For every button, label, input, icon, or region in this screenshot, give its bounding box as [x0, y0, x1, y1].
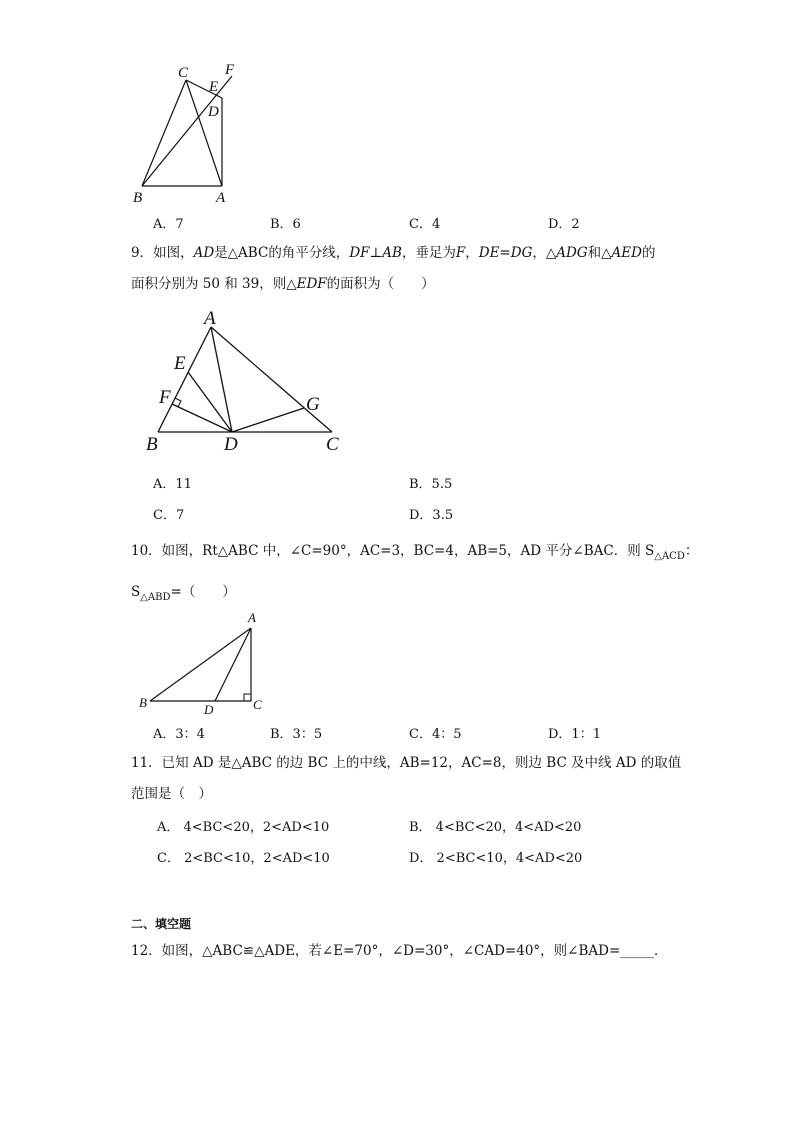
label-B: B — [133, 190, 143, 206]
label-G: G — [306, 394, 320, 415]
q9-option-b[interactable]: B．5.5 — [409, 477, 453, 492]
segment-BF — [142, 76, 232, 186]
segment-DG — [232, 408, 304, 432]
label-A: A — [204, 308, 216, 329]
segment-BC — [142, 80, 186, 186]
q9-stem-line2: 面积分别为 50 和 39，则△EDF的面积为（ ） — [131, 276, 435, 292]
q8-option-c[interactable]: C．4 — [409, 217, 441, 232]
q10-stem-line2: $S_{\triangle ABD}=$（ ） — [131, 584, 236, 603]
right-angle-mark-C — [244, 694, 251, 701]
q9-option-c[interactable]: C．7 — [153, 508, 185, 523]
q11-option-b[interactable]: B． 4<BC<20，4<AD<20 — [409, 820, 582, 835]
segment-FD — [172, 404, 232, 432]
label-F: F — [225, 62, 235, 78]
label-C: C — [326, 434, 339, 455]
label-B: B — [139, 695, 147, 710]
label-A: A — [216, 190, 226, 206]
label-D: D — [208, 104, 219, 120]
label-E: E — [174, 353, 186, 374]
q9-option-d[interactable]: D．3.5 — [409, 508, 454, 523]
q10-option-d[interactable]: D．1：1 — [548, 727, 601, 742]
figure-q10 — [136, 606, 276, 716]
q8-option-d[interactable]: D．2 — [548, 217, 580, 232]
label-A: A — [248, 610, 256, 625]
q11-stem-line1: 11．已知 AD 是△ABC 的边 BC 上的中线，AB=12，AC=8，则边 BC 及中线 AD 的取值 — [131, 755, 682, 771]
q12-stem: 12．如图，△ABC≌△ADE，若∠E=70°，∠D=30°，∠CAD=40°，则∠BAD=_____． — [131, 943, 668, 959]
q10-option-a[interactable]: A．3：4 — [153, 727, 205, 742]
label-B: B — [146, 434, 158, 455]
q11-option-a[interactable]: A． 4<BC<20，2<AD<10 — [157, 820, 330, 835]
label-C: C — [178, 65, 189, 81]
segment-AD — [215, 628, 251, 701]
label-F: F — [159, 387, 171, 408]
q9-stem-line1: 9．如图，AD是△ABC的角平分线，DF⊥AB，垂足为F，DE=DG，△ADG和△AED的 — [131, 245, 656, 261]
q8-option-a[interactable]: A．7 — [153, 217, 184, 232]
q9-option-a[interactable]: A．11 — [153, 477, 192, 492]
figure-q9 — [138, 302, 358, 462]
q10-stem-line1: 10．如图，Rt△ABC 中，∠C=90°，AC=3，BC=4，AB=5，AD 平分∠BAC．则 $S_{\triangle ACD}$： — [131, 543, 699, 562]
q11-option-c[interactable]: C． 2<BC<10，2<AD<10 — [157, 851, 330, 866]
segment-BA — [150, 628, 251, 701]
label-D: D — [224, 434, 238, 455]
label-D: D — [204, 702, 214, 716]
q11-option-d[interactable]: D． 2<BC<10，4<AD<20 — [409, 851, 583, 866]
q11-stem-line2: 范围是（ ） — [131, 786, 212, 802]
q10-option-c[interactable]: C．4：5 — [409, 727, 462, 742]
segment-BA — [158, 327, 211, 432]
q8-option-b[interactable]: B．6 — [270, 217, 301, 232]
q10-option-b[interactable]: B．3：5 — [270, 727, 323, 742]
label-C: C — [253, 697, 262, 712]
section-title-fill-in: 二、填空题 — [131, 917, 192, 931]
figure-q8 — [128, 58, 258, 208]
label-E: E — [209, 79, 219, 95]
